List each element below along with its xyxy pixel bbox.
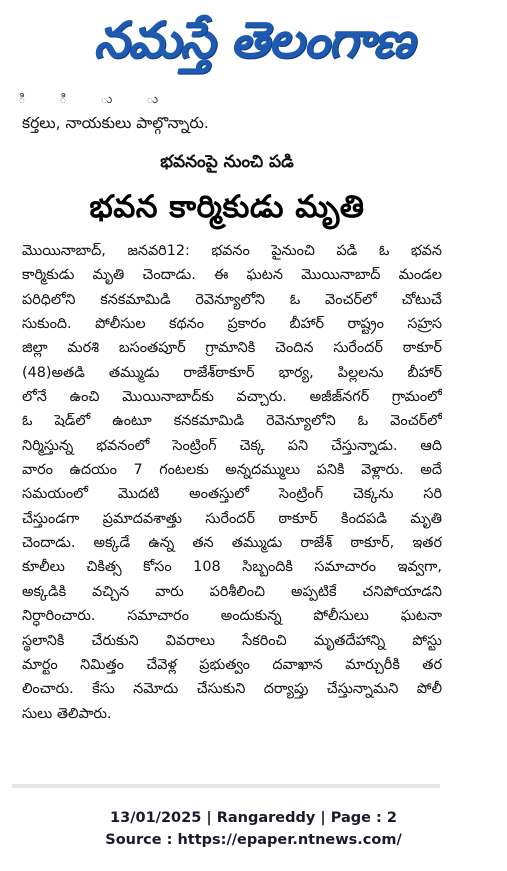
article-line: లించారు. కేసు నమోదు చేసుకుని దర్యాప్తు చేస్తున్నామని పోలీ xyxy=(22,681,442,698)
clipping-cut-marks: ి ి ు ు xyxy=(18,92,189,104)
article-line: నిర్మిస్తున్న భవనంలో సెంట్రింగ్ చెక్క పని చేస్తున్నాడు. ఆది xyxy=(22,437,442,454)
article-line: (48)అతడి తమ్ముడు రాజేశ్‌ఠాకూర్ భార్య, పిల్లలను బీహార్ xyxy=(22,364,442,381)
article-line: పరిధిలోని కనకమామిడి రెవెన్యూలోని ఓ వెంచర్‌లో చోటుచే xyxy=(22,291,442,308)
article-line: ఓ షెడ్‌లో ఉంటూ కనకమామిడి రెవెన్యూలోని ఓ వెంచర్‌లో xyxy=(22,413,442,430)
masthead xyxy=(0,0,507,92)
article-line: సులు తెలిపారు. xyxy=(22,705,112,722)
article-line: మార్టం నిమిత్తం చేవెళ్ల ప్రభుత్వం దవాఖాన మార్చురీకి తర xyxy=(22,656,442,673)
article-line: వారం ఉదయం 7 గంటలకు అన్నదమ్ములు పనికి వెళ్లారు. అదే xyxy=(22,462,442,479)
article-line: స్థలానికి చేరుకుని వివరాలు సేకరించి మృతదేహాన్ని పోస్టు xyxy=(22,632,442,649)
newspaper-logo: నమస్తే తెలంగాణ xyxy=(93,10,414,69)
article-line: జిల్లా మరశి బసంతపూర్ గ్రామానికి చెందిన సురేందర్ ఠాకూర్ xyxy=(22,340,442,357)
article-line: సమయంలో మొదటి అంతస్తులో సెంట్రింగ్ చెక్కను సరి xyxy=(22,486,442,503)
article-line: సుకుంది. పోలీసుల కథనం ప్రకారం బీహార్ రాష్ట్రం సహ్రస xyxy=(22,316,442,333)
article-line: కూలీలు చికిత్స కోసం 108 సిబ్బందికి సమాచారం ఇవ్వగా, xyxy=(22,559,442,576)
article-body xyxy=(22,239,442,726)
edition-info: 13/01/2025 | Rangareddy | Page : 2 xyxy=(110,810,397,826)
article-line: అక్కడికి వచ్చిన వారు పరిశీలించి అప్పటికే చనిపోయాడని xyxy=(22,583,442,600)
article-line: చేస్తుండగా ప్రమాదవశాత్తు సురేందర్ ఠాకూర్ కిందపడి మృతి xyxy=(22,510,442,527)
article-line: లోనే ఉంచి మొయినాబాద్‌కు వచ్చారు. అజీజ్‌నగర్ గ్రామంలో xyxy=(22,389,442,406)
article-line: చెందాడు. అక్కడే ఉన్న తన తమ్ముడు రాజేశ్ ఠాకూర్, ఇతర xyxy=(22,535,442,552)
previous-article-tail: కర్తలు, నాయకులు పాల్గొన్నారు. xyxy=(22,114,209,132)
news-clipping xyxy=(12,92,442,792)
source-link[interactable]: Source : https://epaper.ntnews.com/ xyxy=(105,832,402,848)
article-line: నిర్ధారించారు. సమాచారం అందుకున్న పోలీసులు ఘటనా xyxy=(22,608,442,625)
clipping-bottom-divider xyxy=(12,784,440,788)
article-line: మొయినాబాద్, జనవరి12: భవనం పైనుంచి పడి ఓ భవన xyxy=(22,243,442,259)
article-line: కార్మికుడు మృతి చెందాడు. ఈ ఘటన మొయినాబాద్ మండల xyxy=(22,267,442,284)
article-subheadline: భవనంపై నుంచి పడి xyxy=(160,152,294,172)
article-headline: భవన కార్మికుడు మృతి xyxy=(89,189,365,225)
